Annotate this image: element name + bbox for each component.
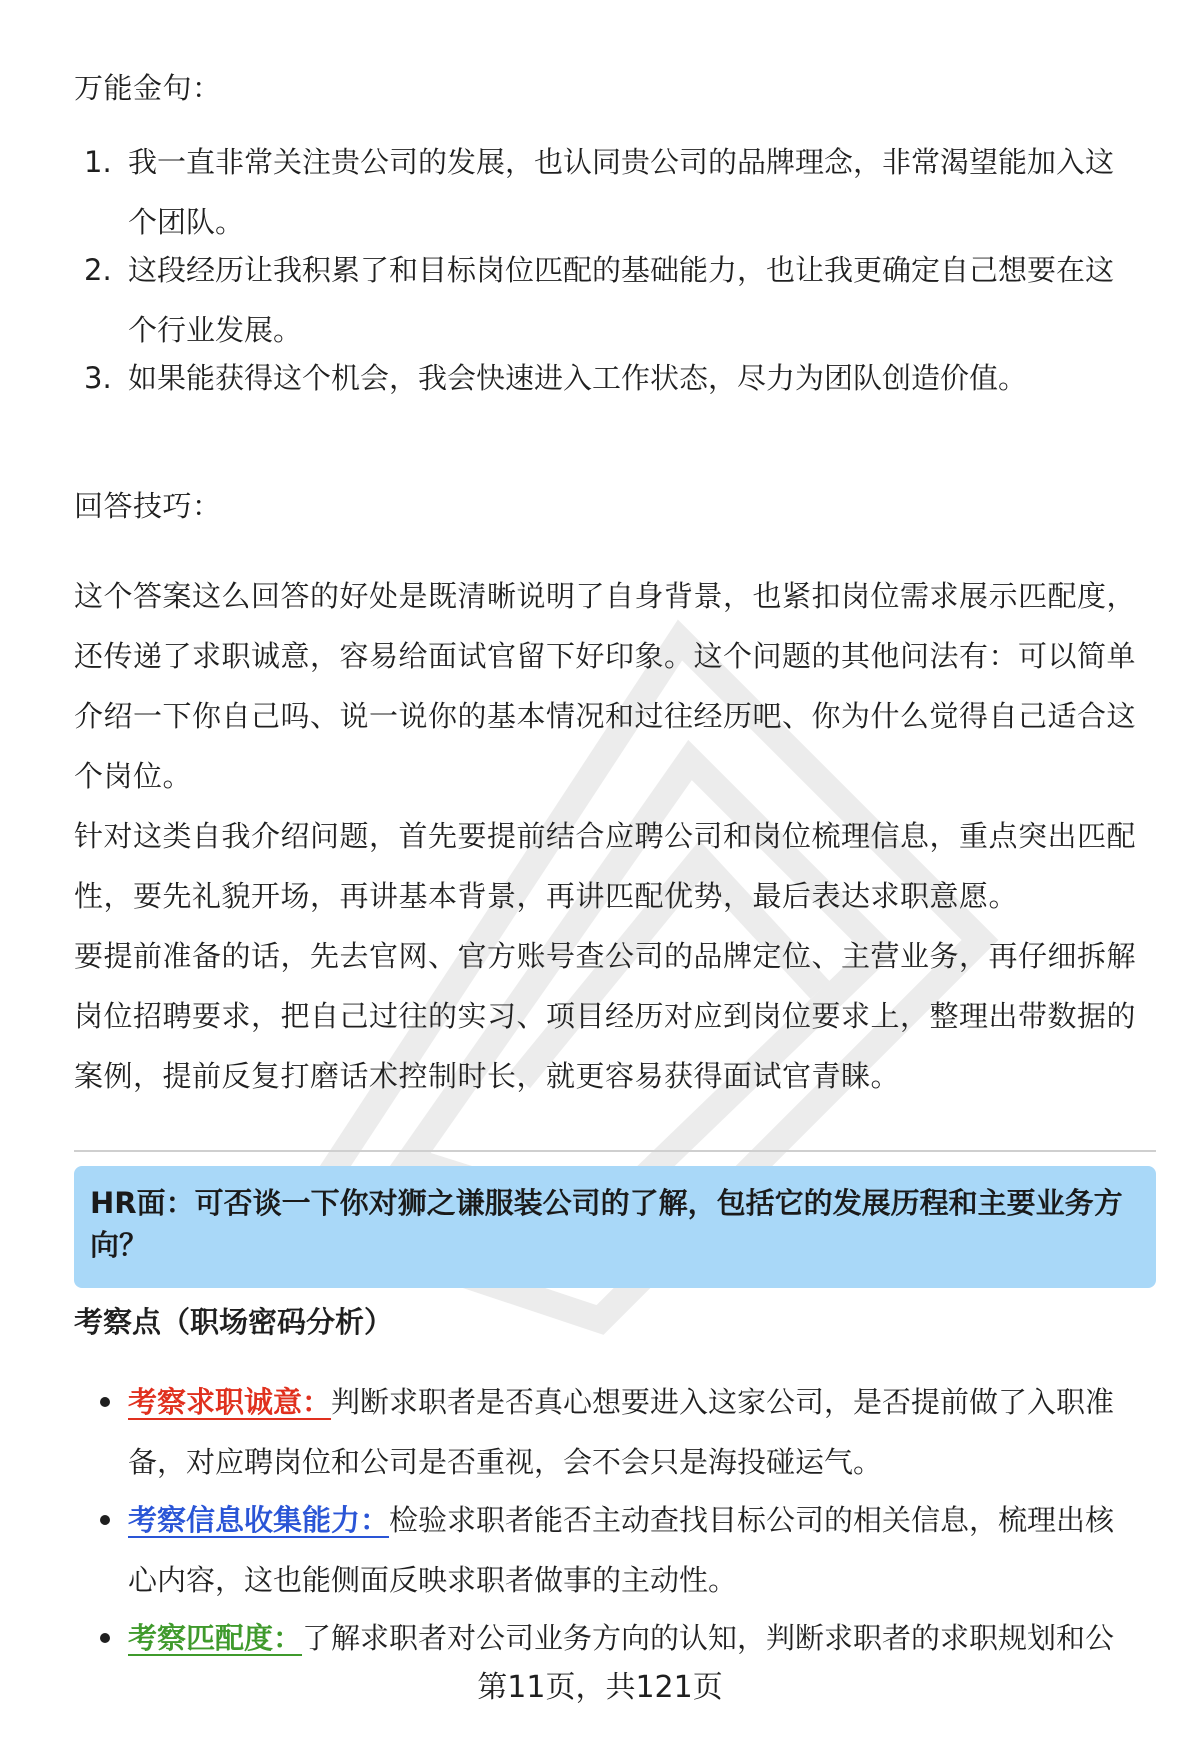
tips-paragraph: 要提前准备的话，先去官网、官方账号查公司的品牌定位、主营业务，再仔细拆解岗位招聘要求，把自己过往的实习、项目经历对应到岗位要求上，整理出带数据的案例，提前反复打磨话术控制时长，就更容易获得面试官青睐。 <box>74 939 1137 1093</box>
phrase-number: 1. <box>84 145 112 179</box>
analysis-point-text: 检验求职者能否主动查找目标公司的相关信息，梳理出核心内容，这也能侧面反映求职者做事的主动性。 <box>128 1503 1115 1597</box>
analysis-point-body <box>128 1608 1138 1668</box>
bullet-dot-icon <box>100 1633 110 1643</box>
tips-paragraph: 针对这类自我介绍问题，首先要提前结合应聘公司和岗位梳理信息，重点突出匹配性，要先礼貌开场，再讲基本背景，再讲匹配优势，最后表达求职意愿。 <box>74 819 1137 913</box>
section-divider <box>74 1150 1156 1152</box>
analysis-point-label: 考察信息收集能力： <box>128 1503 390 1537</box>
phrase-text: 如果能获得这个机会，我会快速进入工作状态，尽力为团队创造价值。 <box>128 361 1028 395</box>
analysis-point-text: 了解求职者对公司业务方向的认知，判断求职者的求职规划和公 <box>302 1621 1115 1655</box>
phrase-number: 2. <box>84 253 112 287</box>
page-number: 第11页，共121页 <box>477 1670 723 1705</box>
analysis-point-label: 考察求职诚意： <box>128 1385 332 1419</box>
bullet-dot-icon <box>100 1515 110 1525</box>
analysis-point-label: 考察匹配度： <box>128 1621 303 1655</box>
tips-paragraph: 这个答案这么回答的好处是既清晰说明了自身背景，也紧扣岗位需求展示匹配度，还传递了求职诚意，容易给面试官留下好印象。这个问题的其他问法有：可以简单介绍一下你自己吗、说一说你的基本情况和过往经历吧、你为什么觉得自己适合这个岗位。 <box>74 579 1137 793</box>
tips-heading: 回答技巧： <box>74 489 222 523</box>
analysis-point-body <box>128 1372 1138 1492</box>
phrases-heading: 万能金句： <box>74 71 222 105</box>
question-text: HR面：可否谈一下你对狮之谦服装公司的了解，包括它的发展历程和主要业务方向？ <box>90 1186 1123 1262</box>
analysis-point-text: 判断求职者是否真心想要进入这家公司，是否提前做了入职准备，对应聘岗位和公司是否重视，会不会只是海投碰运气。 <box>128 1385 1115 1479</box>
phrase-text: 我一直非常关注贵公司的发展，也认同贵公司的品牌理念，非常渴望能加入这个团队。 <box>128 145 1115 239</box>
analysis-title: 考察点（职场密码分析） <box>74 1305 394 1339</box>
question-box <box>74 1166 1156 1288</box>
phrase-number: 3. <box>84 361 112 395</box>
bullet-dot-icon <box>100 1397 110 1407</box>
analysis-point-body <box>128 1490 1138 1610</box>
phrase-text: 这段经历让我积累了和目标岗位匹配的基础能力，也让我更确定自己想要在这个行业发展。 <box>128 253 1115 347</box>
